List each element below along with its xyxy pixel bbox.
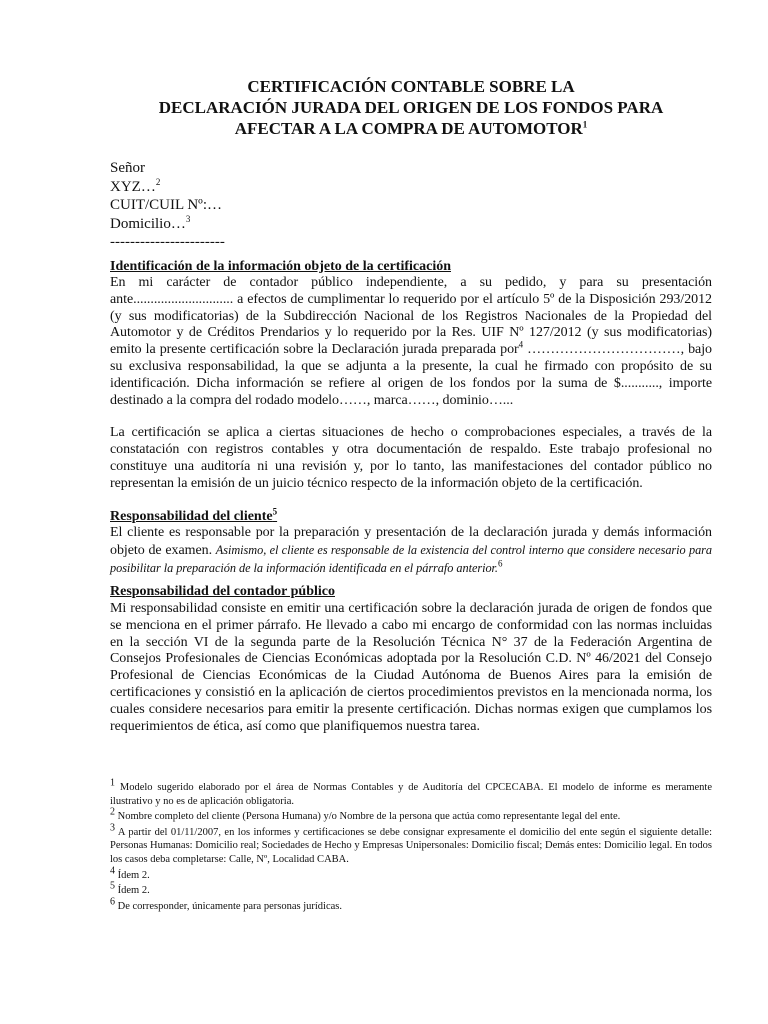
footnote-5: $^5$ Ídem 2. — [110, 880, 150, 897]
accountant-responsibility-paragraph: Mi responsabilidad consiste en emitir una certificación sobre la declaración jurada de origen de fondos que se menciona en el primer párrafo. He llevado a cabo mi encargo de conformidad con las normas incluidas en la sección VI de la segunda parte de la Resolución Técnica N° 37 de la Federación Argentina de Consejos Profesionales de Ciencias Económicas adoptada por la Resolución C.D. Nº 46/2021 del Consejo Profesional de Ciencias Económicas de la Ciudad Autónoma de Buenos Aires para la emisión de certificaciones y consistió en la aplicación de ciertos procedimientos previstos en la mencionada norma, los cuales considere necesarios para emitir la presente certificación. Dichas normas exigen que cumplamos los requerimientos de ética, así como que planifiquemos nuestra tarea. — [110, 600, 712, 734]
identification-paragraph-2: La certificación se aplica a ciertas situaciones de hecho o comprobaciones especiales, a través de la constatación con registros contables y otra documentación de respaldo. Este trabajo profesional no constituye una auditoría ni una revisión y, por lo tanto, las manifestaciones del contador público no representan la emisión de un juicio técnico respecto de la información objeto de la certificación. — [110, 425, 712, 491]
addressee-block — [110, 159, 712, 252]
footnote-ref: 6 — [497, 558, 503, 568]
title-line-2: DECLARACIÓN JURADA DEL ORIGEN DE LOS FONDOS PARA — [158, 98, 664, 117]
footnote-ref: 5 — [272, 505, 278, 516]
footnote-4: $^4$ Ídem 2. — [110, 865, 150, 881]
addressee-name: XYZ…$^2$ — [110, 176, 161, 195]
footnote-1: $^1$ Modelo sugerido elaborado por el área de Normas Contables y de Auditoría del CPCECABA. El modelo de informe es meramente ilustrativo y no es de aplicación obligatoria. — [110, 777, 712, 807]
footnote-6: $^6$ De corresponder, únicamente para personas jurídicas. — [110, 896, 342, 912]
document-title — [110, 76, 712, 139]
addressee-domicile: Domicilio…$^3$ — [110, 213, 191, 232]
document-page — [110, 76, 712, 735]
separator-line: ----------------------- — [110, 234, 225, 250]
section-heading-client-responsibility: Responsabilidad del cliente$^5$ — [110, 505, 278, 524]
addressee-salutation: Señor — [110, 160, 145, 176]
footnotes-block — [110, 777, 712, 915]
addressee-cuit: CUIT/CUIL Nº:… — [110, 197, 223, 213]
title-line-1: CERTIFICACIÓN CONTABLE SOBRE LA — [247, 77, 575, 96]
title-line-3: AFECTAR A LA COMPRA DE AUTOMOTOR$^1$ — [234, 119, 588, 138]
identification-paragraph-1: En mi carácter de contador público independiente, a su pedido, y para su presentación ante............................. a efectos de cumplimentar lo requerido por el artículo 5º de la Disposición 293/2012 (y sus modificatorias) de la Subdirección Nacional de los Registros Nacionales de la Propiedad del Automotor y de Créditos Prendarios y lo requerido por la Res. UIF Nº 127/2012 (y sus modificatorias) emito la presente certificación sobre la Declaración jurada preparada por$^4$ ……………………………, bajo su exclusiva responsabilidad, la que se adjunta a la presente, la cual he firmado con propósito de su identificación. Dicha información se refiere al origen de los fondos por la suma de $..........., importe destinado a la compra del rodado modelo……, marca……, dominio…... — [110, 275, 712, 408]
footnote-2: $^2$ Nombre completo del cliente (Persona Humana) y/o Nombre de la persona que actúa como representante legal del ente. — [110, 806, 621, 823]
footnote-ref: 1 — [582, 119, 588, 130]
footnote-ref: 4 — [518, 339, 524, 350]
section-heading-accountant-responsibility: Responsabilidad del contador público — [110, 584, 335, 600]
footnote-ref: 2 — [155, 176, 161, 187]
footnote-3: $^3$ A partir del 01/11/2007, en los informes y certificaciones se debe consignar expresamente el domicilio del ente según el siguiente detalle: Personas Humanas: Domicilio real; Sociedades de Hecho y Empresas Unipersonales: Domicilio fiscal; Demás entes: Domicilio legal. En todos los casos deba completarse: Calle, Nº, Localidad CABA. — [110, 822, 712, 865]
section-heading-identification: Identificación de la información objeto de la certificación — [110, 258, 451, 274]
client-responsibility-paragraph: El cliente es responsable por la preparación y presentación de la declaración jurada y demás información objeto de examen. Asimismo, el cliente es responsable de la existencia del control interno que considere necesario para posibilitar la preparación de la información identificada en el párrafo anterior.$^6$ — [110, 525, 712, 575]
footnote-ref: 3 — [185, 213, 191, 224]
